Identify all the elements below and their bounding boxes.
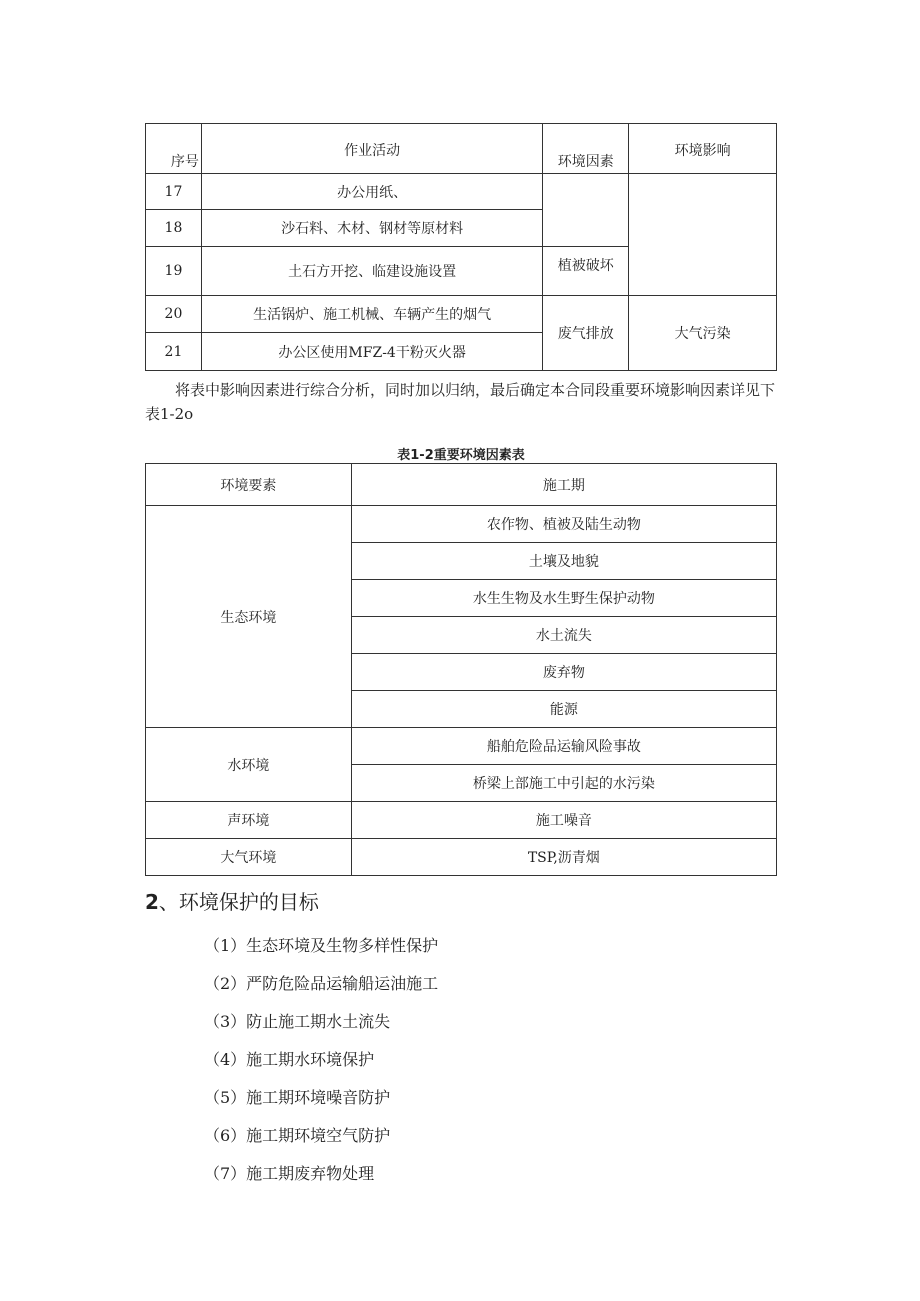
goals-list xyxy=(204,932,438,1198)
row-impact: 大气污染 xyxy=(629,296,777,371)
section-heading: 2、环境保护的目标 xyxy=(145,890,319,914)
group-item: 土壤及地貌 xyxy=(351,543,776,580)
group-item: 施工噪音 xyxy=(351,802,776,839)
table-row xyxy=(146,506,777,543)
table-row xyxy=(146,802,777,839)
header-impact: 环境影响 xyxy=(629,124,777,174)
header-factor: 环境因素 xyxy=(543,124,629,174)
row-seq: 18 xyxy=(146,210,202,247)
list-item: （5）施工期环境噪音防护 xyxy=(204,1088,391,1107)
table-row xyxy=(146,174,777,210)
row-activity: 沙石料、木材、钢材等原材料 xyxy=(201,210,542,247)
header-period: 施工期 xyxy=(351,464,776,506)
list-item: （7）施工期废弃物处理 xyxy=(204,1164,375,1183)
row-factor: 植被破坏 xyxy=(543,247,629,296)
row-activity: 土石方开挖、临建设施设置 xyxy=(201,247,542,296)
list-item: （6）施工期环境空气防护 xyxy=(204,1126,391,1145)
group-item: TSP,沥青烟 xyxy=(351,839,776,876)
group-name: 水环境 xyxy=(146,728,352,802)
environment-factor-table xyxy=(145,463,777,876)
row-impact-empty xyxy=(629,174,777,296)
group-item: 废弃物 xyxy=(351,654,776,691)
row-factor-empty xyxy=(543,174,629,247)
list-item: （4）施工期水环境保护 xyxy=(204,1050,375,1069)
list-item: （1）生态环境及生物多样性保护 xyxy=(204,936,439,955)
group-name: 生态环境 xyxy=(146,506,352,728)
row-activity: 办公用纸、 xyxy=(201,174,542,210)
row-seq: 21 xyxy=(146,333,202,371)
group-item: 能源 xyxy=(351,691,776,728)
group-item: 船舶危险品运输风险事故 xyxy=(351,728,776,765)
group-name: 大气环境 xyxy=(146,839,352,876)
row-factor: 废气排放 xyxy=(543,296,629,371)
row-seq: 20 xyxy=(146,296,202,333)
header-element: 环境要素 xyxy=(146,464,352,506)
activity-table xyxy=(145,123,777,371)
table-row xyxy=(146,296,777,333)
table-row xyxy=(146,839,777,876)
table-caption: 表1-2重要环境因素表 xyxy=(397,448,525,463)
summary-paragraph: 将表中影响因素进行综合分析，同时加以归纳，最后确定本合同段重要环境影响因素详见下表1-2o xyxy=(145,381,776,423)
row-seq: 19 xyxy=(146,247,202,296)
header-activity: 作业活动 xyxy=(201,124,542,174)
table-row xyxy=(146,728,777,765)
group-item: 桥梁上部施工中引起的水污染 xyxy=(351,765,776,802)
group-name: 声环境 xyxy=(146,802,352,839)
group-item: 水生生物及水生野生保护动物 xyxy=(351,580,776,617)
list-item: （2）严防危险品运输船运油施工 xyxy=(204,974,439,993)
group-item: 农作物、植被及陆生动物 xyxy=(351,506,776,543)
header-seq: 序号 xyxy=(146,124,202,174)
row-activity: 生活锅炉、施工机械、车辆产生的烟气 xyxy=(201,296,542,333)
row-seq: 17 xyxy=(146,174,202,210)
row-activity: 办公区使用MFZ-4干粉灭火器 xyxy=(201,333,542,371)
group-item: 水土流失 xyxy=(351,617,776,654)
list-item: （3）防止施工期水土流失 xyxy=(204,1012,391,1031)
